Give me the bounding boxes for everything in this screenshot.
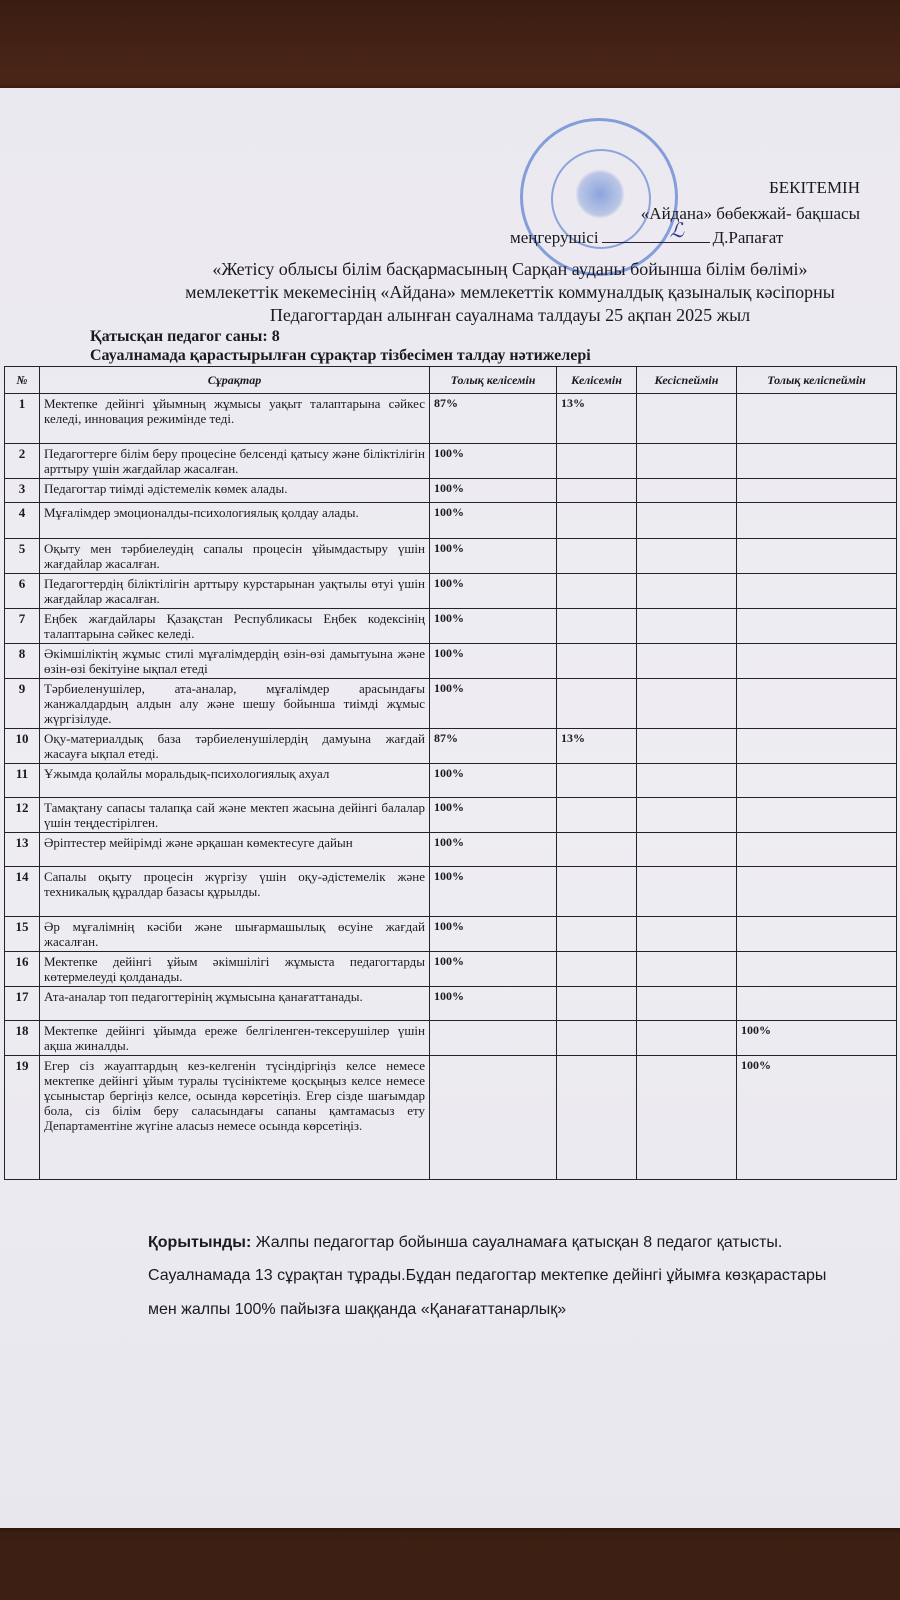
row-fully-agree: 100% [430,867,557,917]
conclusion-line2: Сауалнамада 13 сұрақтан тұрады.Бұдан педагогтар мектепке дейінгі ұйымға көзқарастары [148,1267,827,1284]
row-fully-disagree [737,867,897,917]
row-agree [557,609,637,644]
row-disagree [637,1021,737,1056]
row-fully-agree: 100% [430,679,557,729]
official-stamp [520,118,678,276]
doc-title-line2: мемлекеттік мекемесінің «Айдана» мемлекеттік коммуналдық қазыналық кәсіпорны [185,282,835,302]
conclusion-label: Қорытынды: [148,1234,252,1251]
row-number: 2 [5,444,40,479]
row-fully-disagree [737,479,897,503]
row-disagree [637,917,737,952]
row-question: Педагогтерге білім беру процесіне белсенді қатысу және біліктілігін арттыру үшін жағдайлар жасалған. [40,444,430,479]
row-disagree [637,987,737,1021]
approve-name: Д.Рапағат [712,228,784,247]
row-agree [557,1021,637,1056]
table-row [5,539,897,574]
row-agree [557,833,637,867]
conclusion-line3: мен жалпы 100% пайызға шаққанда «Қанағаттанарлық» [148,1301,567,1318]
row-question: Тәрбиеленушілер, ата-аналар, мұғалімдер арасындағы жанжалдардың алдын алу және шешу бойынша тиімді жұмыс жүргізілуде. [40,679,430,729]
row-disagree [637,609,737,644]
table-row [5,644,897,679]
row-fully-disagree: 100% [737,1021,897,1056]
row-fully-agree: 100% [430,833,557,867]
row-fully-agree: 100% [430,952,557,987]
row-fully-disagree [737,798,897,833]
row-fully-disagree [737,917,897,952]
row-question: Сапалы оқыту процесін жүргізу үшін оқу-әдістемелік және техникалық құралдар базасы құрылды. [40,867,430,917]
row-number: 12 [5,798,40,833]
participants-count: Қатысқан педагог саны: 8 [90,328,280,345]
row-fully-disagree [737,444,897,479]
table-row [5,444,897,479]
row-question: Ұжымда қолайлы моральдық-психологиялық ахуал [40,764,430,798]
table-row [5,729,897,764]
row-fully-disagree [737,644,897,679]
row-question: Ата-аналар топ педагогтерінің жұмысына қанағаттанады. [40,987,430,1021]
row-fully-agree: 100% [430,917,557,952]
row-fully-disagree [737,539,897,574]
row-agree [557,987,637,1021]
row-question: Педагогтар тиімді әдістемелік көмек алады. [40,479,430,503]
row-fully-agree [430,1056,557,1180]
row-fully-agree: 87% [430,729,557,764]
row-number: 4 [5,503,40,539]
approve-role: меңгерушісі [510,228,599,247]
table-row [5,574,897,609]
row-agree [557,479,637,503]
row-agree: 13% [557,394,637,444]
row-disagree [637,798,737,833]
row-question: Педагогтердің біліктілігін арттыру курстарынан уақтылы өтуі үшін жағдайлар жасалған. [40,574,430,609]
header-fully-disagree: Толық келіспеймін [737,367,897,394]
approve-signature-line [510,220,784,248]
row-question: Мектепке дейінгі ұйымда ереже белгіленген-тексерушілер үшін ақша жиналды. [40,1021,430,1056]
row-agree [557,644,637,679]
row-disagree [637,679,737,729]
table-row [5,952,897,987]
row-number: 1 [5,394,40,444]
row-disagree [637,764,737,798]
row-question: Егер сіз жауаптардың кез-келгенін түсіндіргіңіз келсе немесе мектепке дейінгі ұйым туралы түсініктеме қосқыңыз келсе немесе ұсыныстар бергіңіз келсе, осында көрсетіңіз. Егер сізде шағымдар бола, сіз білім беру саласындағы сапаны қамтамасыз ету Департаментіне жүгіне аласыз немесе осында көрсетіңіз. [40,1056,430,1180]
table-row [5,609,897,644]
table-row [5,987,897,1021]
row-disagree [637,729,737,764]
signature-line [602,220,710,243]
row-disagree [637,644,737,679]
row-fully-disagree [737,574,897,609]
row-question: Еңбек жағдайлары Қазақстан Республикасы Еңбек кодексінің талаптарына сәйкес келеді. [40,609,430,644]
row-fully-agree: 100% [430,444,557,479]
row-agree [557,917,637,952]
row-fully-disagree [737,503,897,539]
row-number: 11 [5,764,40,798]
row-number: 16 [5,952,40,987]
row-number: 7 [5,609,40,644]
row-fully-agree: 100% [430,574,557,609]
row-agree [557,574,637,609]
row-number: 10 [5,729,40,764]
conclusion-line1 [148,1234,888,1252]
row-fully-disagree [737,764,897,798]
header-fully-agree: Толық келісемін [430,367,557,394]
row-fully-agree: 100% [430,987,557,1021]
row-disagree [637,833,737,867]
row-number: 14 [5,867,40,917]
row-question: Мектепке дейінгі ұйымның жұмысы уақыт талаптарына сәйкес келеді, инновация режимінде теді. [40,394,430,444]
row-disagree [637,1056,737,1180]
table-title: Сауалнамада қарастырылған сұрақтар тізбесімен талдау нәтижелері [90,347,591,364]
row-agree [557,539,637,574]
row-disagree [637,479,737,503]
row-agree [557,679,637,729]
row-disagree [637,952,737,987]
header-number: № [5,367,40,394]
header-disagree: Кесіспеймін [637,367,737,394]
row-fully-agree: 100% [430,764,557,798]
row-number: 19 [5,1056,40,1180]
row-number: 13 [5,833,40,867]
row-question: Оқыту мен тәрбиелеудің сапалы процесін ұйымдастыру үшін жағдайлар жасалған. [40,539,430,574]
emblem-icon [575,169,625,219]
row-agree [557,444,637,479]
row-number: 5 [5,539,40,574]
row-disagree [637,503,737,539]
row-question: Әр мұғалімнің кәсіби және шығармашылық өсуіне жағдай жасалған. [40,917,430,952]
row-fully-agree: 100% [430,798,557,833]
survey-table [4,366,897,1180]
approve-title: БЕКІТЕМІН [769,178,860,197]
row-agree [557,867,637,917]
doc-title-line1: «Жетісу облысы білім басқармасының Сарқан ауданы бойынша білім бөлімі» [212,259,808,279]
row-agree [557,798,637,833]
table-row [5,798,897,833]
row-number: 18 [5,1021,40,1056]
row-fully-disagree [737,679,897,729]
row-agree [557,764,637,798]
row-fully-agree: 100% [430,539,557,574]
table-row [5,1056,897,1180]
row-question: Әкімшіліктің жұмыс стилі мұғалімдердің өзін-өзі дамытуына және өзін-өзі бекітуіне ықпал етеді [40,644,430,679]
row-agree [557,503,637,539]
row-agree [557,1056,637,1180]
table-row [5,394,897,444]
signature-icon: ℒ [669,220,684,242]
table-row [5,479,897,503]
table-row [5,503,897,539]
row-disagree [637,539,737,574]
row-question: Мектепке дейінгі ұйым әкімшілігі жұмыста педагогтарды көтермелеуді қолданады. [40,952,430,987]
row-number: 3 [5,479,40,503]
row-number: 9 [5,679,40,729]
row-fully-agree: 100% [430,503,557,539]
row-fully-agree: 100% [430,609,557,644]
approve-org: «Айдана» бөбекжай- бақшасы [640,204,860,223]
row-number: 8 [5,644,40,679]
row-agree: 13% [557,729,637,764]
row-disagree [637,574,737,609]
table-row [5,917,897,952]
row-fully-disagree [737,987,897,1021]
table-row [5,867,897,917]
table-row [5,833,897,867]
row-fully-disagree [737,833,897,867]
header-agree: Келісемін [557,367,637,394]
row-question: Тамақтану сапасы талапқа сай және мектеп жасына дейінгі балалар үшін теңдестірілген. [40,798,430,833]
row-question: Мұғалімдер эмоционалды-психологиялық қолдау алады. [40,503,430,539]
table-header-row [5,367,897,394]
row-fully-disagree [737,394,897,444]
row-fully-agree: 100% [430,644,557,679]
row-fully-disagree: 100% [737,1056,897,1180]
doc-title-line3: Педагогтардан алынған сауалнама талдауы 25 ақпан 2025 жыл [269,305,751,325]
table-row [5,679,897,729]
table-row [5,764,897,798]
header-questions: Сұрақтар [40,367,430,394]
row-fully-agree: 87% [430,394,557,444]
row-fully-agree [430,1021,557,1056]
row-question: Әріптестер мейірімді және әрқашан көмектесуге дайын [40,833,430,867]
row-fully-disagree [737,952,897,987]
row-fully-disagree [737,609,897,644]
row-disagree [637,867,737,917]
row-question: Оқу-материалдық база тәрбиеленушілердің дамуына жағдай жасауға ықпал етеді. [40,729,430,764]
row-number: 6 [5,574,40,609]
row-disagree [637,444,737,479]
row-fully-agree: 100% [430,479,557,503]
table-row [5,1021,897,1056]
conclusion-text1: Жалпы педагогтар бойынша сауалнамаға қатысқан 8 педагог қатысты. [251,1234,783,1251]
row-fully-disagree [737,729,897,764]
row-number: 15 [5,917,40,952]
row-number: 17 [5,987,40,1021]
row-agree [557,952,637,987]
row-disagree [637,394,737,444]
